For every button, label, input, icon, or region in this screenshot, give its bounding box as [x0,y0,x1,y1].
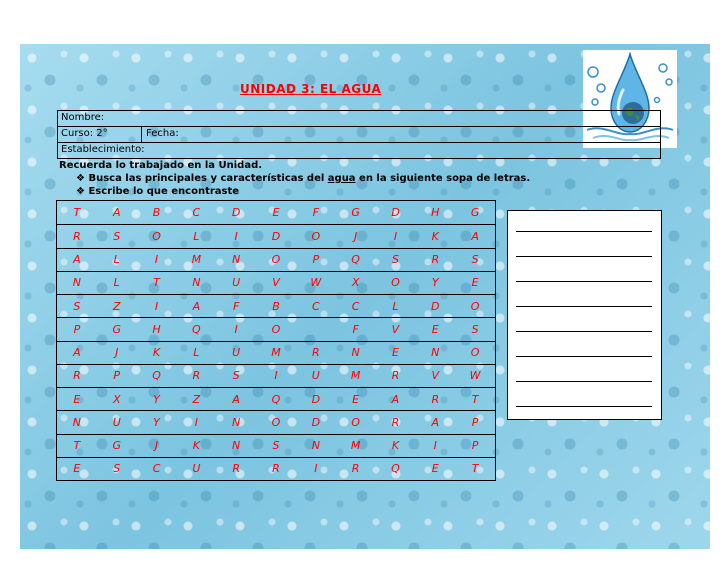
soup-letter[interactable]: P [97,364,137,387]
soup-letter[interactable] [296,317,336,340]
soup-letter[interactable]: S [376,248,416,271]
soup-letter[interactable]: C [192,206,201,220]
soup-letter[interactable]: Z [176,387,216,410]
soup-letter[interactable]: N [296,434,336,457]
soup-letter[interactable]: S [216,364,256,387]
soup-letter[interactable]: I [216,224,256,247]
soup-letter[interactable]: I [256,364,296,387]
soup-letter[interactable]: Q [256,387,296,410]
date-label: Fecha: [146,128,179,139]
soup-letter[interactable]: T [455,387,495,410]
soup-letter[interactable]: J [97,341,137,364]
school-row[interactable] [57,142,661,159]
soup-letter[interactable]: I [415,434,455,457]
soup-letter[interactable]: O [455,341,495,364]
soup-letter[interactable]: B [256,294,296,317]
soup-letter[interactable]: E [415,317,455,340]
soup-letter[interactable]: I [216,317,256,340]
soup-letter[interactable]: K [176,434,216,457]
soup-letter[interactable]: A [216,387,256,410]
soup-letter[interactable]: I [137,294,177,317]
soup-letter[interactable]: P [296,248,336,271]
soup-letter[interactable]: Y [137,410,177,433]
soup-letter[interactable]: E [57,387,97,410]
soup-letter[interactable]: E [272,206,280,220]
instruction-text-2: Escribe lo que encontraste [88,186,240,197]
soup-letter[interactable]: I [296,457,336,480]
soup-letter[interactable]: G [97,434,137,457]
soup-letter[interactable]: R [176,364,216,387]
soup-letter[interactable]: W [455,364,495,387]
soup-letter[interactable]: U [216,341,256,364]
soup-letter[interactable]: R [57,364,97,387]
soup-letter[interactable]: L [97,271,137,294]
soup-letter[interactable]: S [256,434,296,457]
soup-letter[interactable]: U [296,364,336,387]
soup-letter[interactable]: R [57,224,97,247]
soup-letter[interactable]: S [97,457,137,480]
soup-letter[interactable]: R [376,410,416,433]
soup-letter[interactable]: E [57,457,97,480]
soup-letter[interactable]: N [216,434,256,457]
school-label: Establecimiento: [61,144,145,155]
soup-letter[interactable]: S [97,224,137,247]
soup-letter[interactable]: R [216,457,256,480]
soup-letter[interactable]: Q [137,364,177,387]
soup-letter[interactable]: G [351,206,360,220]
soup-letter[interactable]: A [376,387,416,410]
soup-letter[interactable]: M [256,341,296,364]
soup-letter[interactable]: S [455,248,495,271]
soup-letter[interactable]: C [137,457,177,480]
soup-letter[interactable]: D [296,387,336,410]
soup-letter[interactable]: T [137,271,177,294]
soup-letter[interactable]: N [216,410,256,433]
soup-letter[interactable]: I [376,224,416,247]
soup-letter[interactable]: A [415,410,455,433]
row-divider [141,127,142,142]
instruction-bullet-2 [76,186,239,197]
soup-letter[interactable]: X [97,387,137,410]
soup-letter[interactable]: N [57,271,97,294]
name-row[interactable] [57,110,661,126]
soup-letter[interactable]: P [455,434,495,457]
soup-letter[interactable]: R [256,457,296,480]
soup-letter[interactable]: A [112,206,121,220]
soup-letter[interactable]: J [336,224,376,247]
student-info-form [57,110,661,159]
soup-letter[interactable]: E [376,341,416,364]
soup-letter[interactable]: G [470,206,480,220]
name-label: Nombre: [61,112,105,123]
soup-letter[interactable]: E [455,271,495,294]
soup-letter[interactable]: D [296,410,336,433]
soup-letter[interactable]: F [216,294,256,317]
soup-letter[interactable]: T [455,457,495,480]
soup-letter[interactable]: M [336,364,376,387]
soup-letter[interactable]: Q [336,248,376,271]
soup-letter[interactable]: V [415,364,455,387]
instruction-keyword: agua [327,173,356,184]
soup-letter[interactable]: N [415,341,455,364]
soup-letter[interactable]: M [336,434,376,457]
soup-letter[interactable]: I [137,248,177,271]
soup-letter[interactable]: L [97,248,137,271]
soup-letter[interactable]: U [97,410,137,433]
answer-line[interactable] [516,256,652,257]
soup-letter[interactable]: C [296,294,336,317]
soup-letter[interactable]: A [57,341,97,364]
answer-line[interactable] [516,406,652,407]
soup-letter[interactable]: L [176,224,216,247]
soup-letter[interactable]: Y [137,387,177,410]
diamond-bullet-icon: ❖ [76,173,85,184]
soup-letter[interactable]: D [415,294,455,317]
soup-letter[interactable]: O [137,224,177,247]
page-title: UNIDAD 3: EL AGUA [240,82,382,96]
soup-letter[interactable]: T [57,434,97,457]
soup-letter[interactable]: N [336,341,376,364]
soup-letter[interactable]: O [256,248,296,271]
soup-letter[interactable]: S [455,317,495,340]
soup-letter[interactable]: R [296,341,336,364]
course-label: Curso: 2° [61,128,108,139]
diamond-bullet-icon: ❖ [76,186,85,197]
answer-line[interactable] [516,331,652,332]
soup-letter[interactable]: H [137,317,177,340]
soup-letter[interactable]: R [415,387,455,410]
soup-letter[interactable]: O [455,294,495,317]
soup-letter[interactable]: X [336,271,376,294]
soup-letter[interactable]: U [216,271,256,294]
soup-letter[interactable]: O [296,224,336,247]
soup-letter[interactable]: A [455,224,495,247]
answer-line[interactable] [516,356,652,357]
soup-letter[interactable]: P [455,410,495,433]
soup-letter[interactable]: Q [176,317,216,340]
soup-letter[interactable]: Y [415,271,455,294]
soup-letter[interactable]: S [57,294,97,317]
soup-letter[interactable]: M [176,248,216,271]
soup-letter[interactable]: O [256,410,296,433]
soup-letter[interactable]: U [176,457,216,480]
soup-letter[interactable]: N [216,248,256,271]
soup-letter[interactable]: O [376,271,416,294]
soup-letter[interactable]: Z [97,294,137,317]
answer-line[interactable] [516,281,652,282]
soup-letter[interactable]: D [256,224,296,247]
soup-letter[interactable]: I [176,410,216,433]
soup-letter[interactable]: Q [376,457,416,480]
soup-letter[interactable]: D [391,206,400,220]
soup-letter[interactable]: C [336,294,376,317]
answer-line[interactable] [516,231,652,232]
soup-letter[interactable]: O [336,410,376,433]
word-search-grid [56,200,496,481]
soup-letter[interactable]: K [137,341,177,364]
instruction-bullet-1 [76,173,530,184]
soup-letter[interactable]: H [431,206,440,220]
instructions-intro: Recuerda lo trabajado en la Unidad. [59,160,263,171]
soup-letter[interactable]: V [376,317,416,340]
answers-box[interactable] [507,210,662,420]
soup-letter[interactable]: R [415,248,455,271]
soup-letter[interactable]: T [73,206,81,220]
answer-line[interactable] [516,381,652,382]
soup-letter[interactable]: N [57,410,97,433]
soup-letter[interactable]: E [336,387,376,410]
soup-letter[interactable]: D [231,206,241,220]
soup-letter[interactable]: P [57,317,97,340]
soup-letter[interactable]: B [152,206,161,220]
soup-letter[interactable]: G [97,317,137,340]
soup-letter[interactable]: F [312,206,319,220]
soup-letter[interactable]: N [176,271,216,294]
soup-letter[interactable]: L [176,341,216,364]
soup-letter[interactable]: O [256,317,296,340]
soup-letter[interactable]: R [336,457,376,480]
soup-letter[interactable]: E [415,457,455,480]
course-date-row[interactable] [57,126,661,142]
soup-letter[interactable]: R [376,364,416,387]
soup-letter[interactable]: L [376,294,416,317]
soup-letter[interactable]: W [296,271,336,294]
soup-letter[interactable]: A [176,294,216,317]
instruction-text-1a: Busca las principales y características del [88,173,328,184]
soup-letter[interactable]: K [415,224,455,247]
instruction-text-1b: en la siguiente sopa de letras. [355,173,531,184]
soup-letter[interactable]: A [57,248,97,271]
soup-letter[interactable]: K [376,434,416,457]
soup-letter[interactable]: F [336,317,376,340]
soup-letter[interactable]: J [137,434,177,457]
soup-letter[interactable]: V [256,271,296,294]
answer-line[interactable] [516,306,652,307]
